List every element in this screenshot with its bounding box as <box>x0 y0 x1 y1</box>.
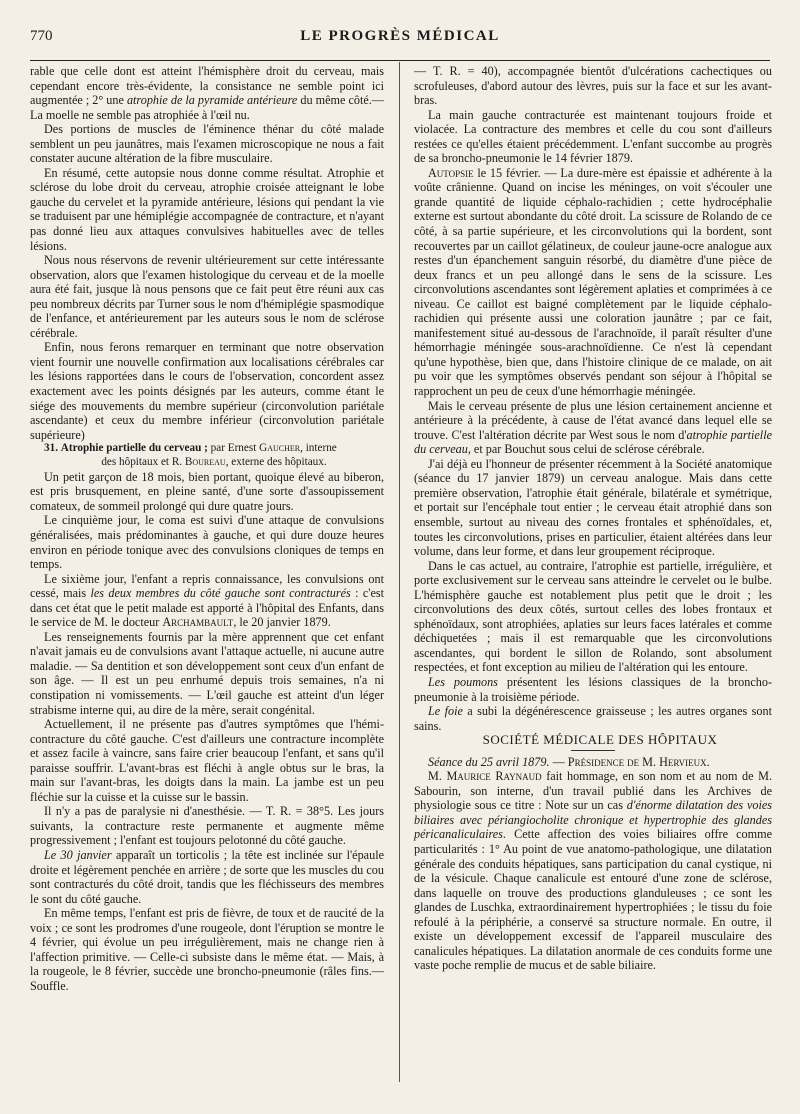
paragraph: M. Maurice Raynaud fait hommage, en son nom et au nom de M. Sabourin, son interne, d'un travail publié dans les Archives de physiologie sous ce titre : Note sur un cas d'énorme dilatation des voies biliaires avec périangiocholite chronique et hypertrophie des glandes péricanaliculaires. Cette affection des voies biliaires offre comme particularités : 1° Au point de vue anatomo-pathologique, une dilatation générale des conduits hépatiques, sans participation du canal cystique, ni de la vésicule. Chaque canalicule est entouré d'une zone de sclérose, dans laquelle on trouve des productions glanduleuses ; ce sont les glandes de Luschka, extraordinairement hypertrophiées ; le tissu du foie refoulé à la périphérie, a conservé sa structure normale. En outre, il existe un développement excessif de l'appareil musculaire des canalicules hépatiques. La dilatation anormale de ces conduits forme une vaste poche remplie de mucus et de sable biliaire. <box>414 769 772 973</box>
paragraph: Le 30 janvier apparaît un torticolis ; la tête est inclinée sur l'épaule droite et légèrement penchée en arrière ; de sorte que les muscles du cou sont contracturés du côté droit, tandis que les fléchisseurs des membres le sont du côté gauche. <box>30 847 384 906</box>
session-line: Séance du 25 avril 1879. — Présidence de M. Hervieux. <box>428 754 710 769</box>
paragraph: En résumé, cette autopsie nous donne comme résultat. Atrophie et sclérose du lobe droit du cerveau, atrophie croisée atteignant le lobe gauche du cervelet et la pyramide antérieure, lésions qui pendant la vie se traduisent par une hémiplégie accompagnée de contracture, et n'ayant pas donné lieu aux attaques convulsives habituelles avec de telles lésions. <box>30 165 384 253</box>
case-heading: 31. Atrophie partielle du cerveau ; par Ernest Gaucher, interne <box>44 442 337 455</box>
paragraph: Les poumons présentent les lésions classiques de la broncho-pneumonie à la troisième période. <box>414 674 773 704</box>
paragraph: J'ai déjà eu l'honneur de présenter récemment à la Société anatomique (séance du 17 janvier 1879) un cerveau analogue. Mais dans cette première observation, l'atrophie était générale, bilatérale et symétrique, et portait sur l'encéphale tout entier ; le cerveau était atrophié dans son ensemble, surtout au niveau des cornes frontales et sphénoïdales, et, toutes les circonvolutions, prises en particulier, étaient altérées dans leur volume, dans leur forme, et dans leur groupement réciproque. <box>414 456 772 559</box>
paragraph: Le sixième jour, l'enfant a repris connaissance, les convulsions ont cessé, mais les deux membres du côté gauche sont contracturés : c'est dans cet état que le petit malade est apporté à l'hôpital des Enfants, dans le service de M. le docteur Archambault, le 20 janvier 1879. <box>30 571 385 630</box>
case-byline: des hôpitaux et R. Boureau, externe des hôpitaux. <box>101 456 327 469</box>
paragraph: La main gauche contracturée est maintenant toujours froide et violacée. La contracture des membres et celle du cou sont d'ailleurs restées ce qu'elles étaient précédemment. L'enfant succombe au progrès de sa broncho-pneumonie le 14 février 1879. <box>414 107 772 166</box>
header-rule <box>30 60 770 61</box>
paragraph: — T. R. = 40), accompagnée bientôt d'ulcérations cachectiques ou scrofuleuses, d'abord autour des lèvres, puis sur la face et sur les avant-bras. <box>414 64 772 108</box>
page-number: 770 <box>30 28 53 44</box>
left-column <box>30 64 384 993</box>
right-column <box>414 64 772 973</box>
paragraph: Des portions de muscles de l'éminence thénar du côté malade semblent un peu jaunâtres, mais l'examen microscopique ne nous a fait constater aucune altération de la fibre musculaire. <box>30 122 384 166</box>
section-heading: SOCIÉTÉ MÉDICALE DES HÔPITAUX <box>482 732 718 748</box>
paragraph: Autopsie le 15 février. — La dure-mère est épaissie et adhérente à la voûte crânienne. Quand on incise les méninges, on voit s'écouler une grande quantité de liquide céphalo-rachidien ; cette hydrocéphalie externe est surtout abondante du côté droit. La scissure de Rolando de ce côté, à sa partie supérieure, et les circonvolutions qui la bordent, sont recouvertes par un caillot gélatineux, de couleur jaune-ocre analogue aux restes d'un épanchement sanguin résorbé, du diamètre d'une pièce de deux francs et un peu allongé dans le sens de la scissure. Les circonvolutions ascendantes sont légèrement aplaties et comprimées à ce niveau. Ce caillot est baigné complètement par le liquide céphalo-rachidien qui présente aussi une coloration jaunâtre ; par ce fait, manifestement situé au-dessous de l'arachnoïde, il paraît résulter d'une hémorrhagie méningée sous-arachnoïdienne. Ce n'est là cependant qu'une hypothèse, bien que, dans l'histoire clinique de ce malade, on ait pu voir que les symptômes observés pendant son séjour à l'hôpital se rapprochent un peu de ceux d'une hémorrhagie méningée. <box>414 165 772 399</box>
paragraph: Enfin, nous ferons remarquer en terminant que notre observation vient fournir une nouvelle confirmation aux localisations cérébrales car les lésions rapportées dans le cours de l'observation, concordent assez exactement avec les points désignés par les auteurs, comme étant le siége des mouvements du membre supérieur (circonvolution pariétale ascendante) et ceux du membre inférieur (circonvolution pariétale supérieure) <box>30 340 384 442</box>
running-head <box>30 28 770 52</box>
paragraph: En même temps, l'enfant est pris de fièvre, de toux et de raucité de la voix ; ce sont les prodromes d'une rougeole, dont l'éruption se montre le 4 février, qui évolue un peu irrégulièrement, mais ne change rien à l'affection primitive. — Celle-ci subsiste dans le même état. — Mais, à la rougeole, le 8 février, succède une broncho-pneumonie (râles fins.— Souffle. <box>30 906 384 993</box>
paragraph: Les renseignements fournis par la mère apprennent que cet enfant n'avait jamais eu de convulsions avant l'attaque actuelle, ni aucune autre maladie. — Sa dentition et son développement sont ceux d'un enfant de son âge. — Il est un peu enrhumé depuis trois semaines, n'a ni constipation ni vomissements. — L'œil gauche est atteint d'un léger strabisme interne qui, au dire de la mère, serait congénital. <box>30 629 384 717</box>
paragraph: Mais le cerveau présente de plus une lésion certainement ancienne et antérieure à la précédente, à cause de l'état avancé dans lequel elle se trouve. C'est l'altération décrite par West sous le nom d'atrophie partielle du cerveau, et par Bouchut sous celui de sclérose cérébrale. <box>414 398 772 457</box>
paragraph: Un petit garçon de 18 mois, bien portant, quoique élevé au biberon, est pris brusquement, en pleine santé, d'une sorte d'assoupissement comateux, de sommeil prolongé qui dure quatre jours. <box>30 469 384 513</box>
paragraph: Nous nous réservons de revenir ultérieurement sur cette intéressante observation, alors que l'examen histologique du cerveau et de la moelle aura été fait, jusque là nous pensons que ce fait peut être réuni aux cas peu nombreux décrits par Turner sous le nom d'hémiplégie spasmodique de l'enfance, et antérieurement par les auteurs sous le nom de sclérose cérébrale. <box>30 253 384 340</box>
paragraph: Le foie a subi la dégénérescence graisseuse ; les autres organes sont sains. <box>414 704 772 733</box>
paragraph: rable que celle dont est atteint l'hémisphère droit du cerveau, mais cependant encore très-évidente, la consistance ne semble point ici augmentée ; 2° une atrophie de la pyramide antérieure du même côté.— La moelle ne semble pas atrophiée à l'œil nu. <box>30 64 384 122</box>
paragraph: Le cinquième jour, le coma est suivi d'une attaque de convulsions généralisées, mais prédominantes à gauche, et qui dure douze heures environ en période tonique avec des convulsions cloniques de temps en temps. <box>30 513 384 572</box>
paragraph: Il n'y a pas de paralysie ni d'anesthésie. — T. R. = 38°5. Les jours suivants, la contracture reste permanente et augmente même progressivement ; l'enfant est toujours pelotonné du côté gauche. <box>30 804 384 848</box>
journal-title: LE PROGRÈS MÉDICAL <box>300 28 500 44</box>
column-divider <box>399 62 400 1082</box>
section-rule <box>571 750 615 751</box>
paragraph: Actuellement, il ne présente pas d'autres symptômes que l'hémi-contracture du côté gauche. C'est d'ailleurs une contracture incomplète et assez facile à vaincre, sans faire crier beaucoup l'enfant, et sans qu'il paraisse souffrir. L'avant-bras est fléchi à angle obtus sur le bras, la main sur l'avant-bras, les doigts dans la main. La jambe est un peu fléchie sur la cuisse et la cuisse sur le bassin. <box>30 717 384 804</box>
paragraph: Dans le cas actuel, au contraire, l'atrophie est partielle, irrégulière, et porte exclusivement sur le cerveau sans atteindre le cervelet ou le bulbe. L'hémisphère gauche est notablement plus petit que le droit ; les circonvolutions des deux côtés, surtout celles des lobes frontaux et sphénoïdaux, sont atrophiées, aplaties sur leurs faces latérales et comme déchiquetées ; mais il est remarquable que les circonvolutions ascendantes, qui bordent le sillon de Rolando, sont absolument respectées, et font exception au milieu de l'altération qui les entoure. <box>414 558 772 675</box>
